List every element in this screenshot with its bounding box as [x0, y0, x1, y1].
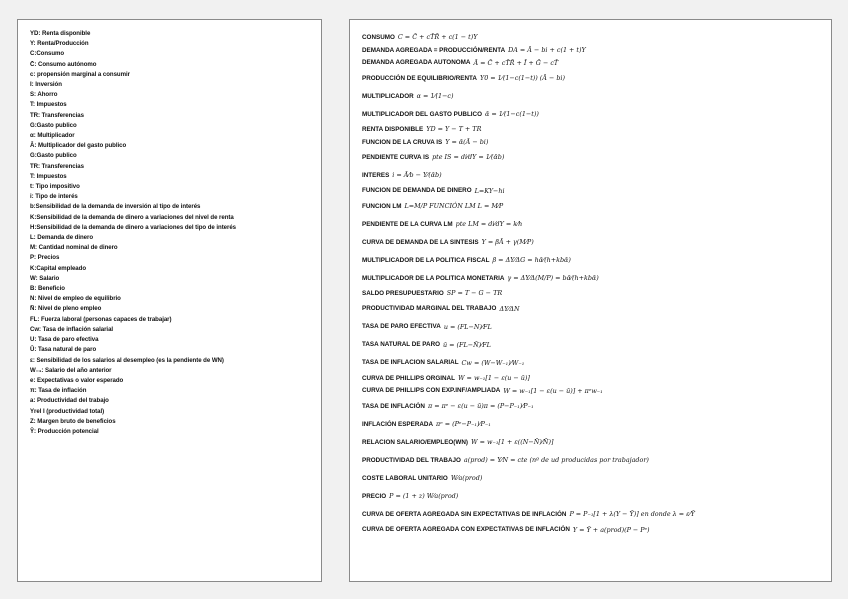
- formula-expression: W = w₋₁[1 − ε(u − ū)]: [457, 374, 530, 383]
- formula-label: FUNCION DE DEMANDA DE DINERO: [362, 187, 472, 195]
- formula-expression: L=M/P FUNCIÓN LM L = M⁄P: [404, 202, 504, 211]
- formula-expression: pte IS = di⁄dY = 1⁄(ᾱb): [432, 153, 505, 162]
- glossary-line: M: Cantidad nominal de dinero: [30, 244, 118, 252]
- formula-label: FUNCION LM: [362, 202, 402, 210]
- formula-label: TASA DE INFLACIÓN: [362, 402, 425, 410]
- formula-expression: u = (FL−N)⁄FL: [443, 322, 492, 331]
- glossary-line: I: Inversión: [30, 81, 62, 89]
- formula-label: MULTIPLICADOR DE LA POLITICA FISCAL: [362, 256, 490, 264]
- glossary-line: K:Sensibilidad de la demanda de dinero a variaciones del nivel de renta: [30, 213, 234, 221]
- glossary-line: Y: Renta/Producción: [30, 40, 89, 48]
- formula-label: PRODUCCIÓN DE EQUILIBRIO/RENTA: [362, 74, 477, 82]
- formula-expression: ᾱ = 1⁄(1−c(1−t)): [485, 110, 539, 119]
- formula-line: [362, 233, 823, 251]
- glossary-line: C:Consumo: [30, 50, 65, 58]
- formula-expression: SP = T − G − TR: [446, 289, 503, 298]
- glossary-line: H:Sensibilidad de la demanda de dinero a variaciones del tipo de interés: [30, 223, 237, 231]
- formula-expression: W = w₋₁[1 − ε(u − ū)] + πᵉw₋₁: [503, 386, 603, 395]
- formula-label: PRODUCTIVIDAD DEL TRABAJO: [362, 456, 461, 464]
- formula-expression: γ = ΔY⁄Δ(M/P) = bᾱ⁄(h+kbᾱ): [507, 274, 599, 283]
- formula-expression: Ā = C̄ + cT̄R̄ + Ī + Ḡ − cT̄: [473, 58, 559, 67]
- glossary-line: G:Gasto publico: [30, 121, 77, 129]
- glossary-line: B: Beneficio: [30, 285, 65, 293]
- formula-expression: ū = (FL−N̄)⁄FL: [443, 340, 491, 349]
- formula-expression: π = πᵉ − ε(u − ū)π = (P−P₋₁)⁄P₋₁: [427, 402, 534, 411]
- glossary-line: b:Sensibilidad de la demanda de inversión al tipo de interés: [30, 203, 201, 211]
- formula-expression: P = P₋₁[1 + λ(Y − Ȳ)] en donde λ = ε⁄Ȳ: [569, 510, 695, 519]
- formula-label: MULTIPLICADOR DEL GASTO PUBLICO: [362, 110, 482, 118]
- formula-expression: W⁄a(prod): [450, 474, 483, 483]
- formula-line: [362, 105, 823, 123]
- formula-label: CURVA DE OFERTA AGREGADA CON EXPECTATIVAS DE INFLACIÓN: [362, 526, 570, 534]
- formula-label: CURVA DE PHILLIPS ORGINAL: [362, 374, 455, 382]
- formula-expression: Y = ᾱ(Ā − bi): [445, 138, 489, 147]
- formula-label: TASA DE INFLACION SALARIAL: [362, 359, 459, 367]
- formula-line: [362, 136, 823, 149]
- formula-expression: a(prod) = Y⁄N = cte (nº de ud producidas por trabajador): [463, 456, 649, 465]
- glossary-line: FL: Fuerza laboral (personas capaces de trabajar): [30, 315, 172, 323]
- formula-label: TASA DE PARO EFECTIVA: [362, 323, 441, 331]
- glossary-line: TR: Transferencias: [30, 111, 84, 119]
- formula-line: [362, 287, 823, 300]
- formula-line: [362, 69, 823, 87]
- formula-label: MULTIPLICADOR: [362, 92, 414, 100]
- formula-expression: C = C̄ + cT̄R̄ + c(1 − t)Y: [397, 33, 478, 42]
- glossary-line: TR: Transferencias: [30, 162, 84, 170]
- formula-line: [362, 44, 823, 57]
- formula-expression: W = w₋₁[1 + ε((N−N̄)⁄N̄)]: [471, 438, 554, 447]
- glossary-line: Z: Margen bruto de beneficios: [30, 417, 116, 425]
- glossary-line: e: Expectativas o valor esperado: [30, 376, 124, 384]
- formula-label: RELACION SALARIO/EMPLEO(WN): [362, 438, 468, 446]
- glossary-line: S: Ahorro: [30, 91, 58, 99]
- formula-line: [362, 318, 823, 336]
- formula-line: [362, 148, 823, 166]
- formula-label: TASA NATURAL DE PARO: [362, 341, 441, 349]
- glossary-line: G:Gasto publico: [30, 152, 77, 160]
- formula-line: [362, 87, 823, 105]
- formula-expression: pte LM = di⁄dY = k⁄h: [455, 220, 523, 229]
- glossary-line: Yrel I (productividad total): [30, 407, 105, 415]
- glossary-line: Ā: Multiplicador del gasto publico: [30, 142, 127, 150]
- glossary-page: [17, 19, 322, 582]
- formula-expression: Y = βĀ + γ(M⁄P): [481, 238, 534, 247]
- formula-label: INFLACIÓN ESPERADA: [362, 420, 434, 428]
- formula-line: [362, 197, 823, 215]
- formula-label: RENTA DISPONIBLE: [362, 125, 424, 133]
- glossary-line: T: Impuestos: [30, 101, 67, 109]
- formula-label: SALDO PRESUPUESTARIO: [362, 289, 444, 297]
- formula-label: CURVA DE DEMANDA DE LA SINTESIS: [362, 238, 479, 246]
- formula-label: CURVA DE OFERTA AGREGADA SIN EXPECTATIVAS DE INFLACIÓN: [362, 510, 567, 518]
- formula-line: [362, 505, 823, 523]
- glossary-line: Cw: Tasa de inflación salarial: [30, 325, 114, 333]
- glossary-line: N̄: Nivel de pleno empleo: [30, 305, 102, 313]
- formula-expression: Cw = (W−W₋₁)⁄W₋₁: [461, 358, 525, 367]
- glossary-line: P: Precios: [30, 254, 60, 262]
- formula-line: [362, 336, 823, 354]
- formula-label: PENDIENTE CURVA IS: [362, 153, 430, 161]
- formula-line: [362, 300, 823, 318]
- formula-line: [362, 385, 823, 398]
- formula-line: [362, 415, 823, 433]
- glossary-line: π: Tasa de inflación: [30, 387, 87, 395]
- formula-expression: Y0 = 1⁄(1−c(1−t)) (Ā − bi): [479, 74, 565, 83]
- glossary-line: U: Tasa de paro efectiva: [30, 336, 99, 344]
- formula-line: [362, 215, 823, 233]
- formula-line: [362, 184, 823, 197]
- formula-expression: L=KY−hi: [474, 186, 505, 195]
- formula-expression: YD = Y − T + TR: [426, 125, 482, 134]
- glossary-line: C̄: Consumo autónomo: [30, 60, 97, 68]
- formula-line: [362, 269, 823, 287]
- glossary-line: YD: Renta disponible: [30, 30, 91, 37]
- formula-label: DEMANDA AGREGADA AUTONOMA: [362, 59, 471, 67]
- formula-line: [362, 469, 823, 487]
- formula-expression: i = Ā⁄b − Y⁄(ᾱb): [392, 171, 442, 180]
- glossary-line: W₋₁: Salario del año anterior: [30, 366, 112, 374]
- glossary-line: ε: Sensibilidad de los salarios al desempleo (es la pendiente de WN): [30, 356, 224, 364]
- glossary-line: N: Nivel de empleo de equilibrio: [30, 295, 121, 303]
- glossary-line: t: Tipo impositivo: [30, 183, 80, 191]
- glossary-line: Ȳ: Producción potencial: [30, 427, 99, 435]
- formula-expression: Y = Ȳ + a(prod)(P − Pᵉ): [572, 525, 650, 534]
- formula-line: [362, 123, 823, 136]
- formula-expression: DA = Ā − bi + c(1 + t)Y: [508, 46, 586, 55]
- formula-label: DEMANDA AGREGADA = PRODUCCIÓN/RENTA: [362, 46, 506, 54]
- formula-line: [362, 451, 823, 469]
- formula-line: [362, 372, 823, 385]
- glossary-line: Ū: Tasa natural de paro: [30, 346, 97, 354]
- formulas-page: [349, 19, 832, 582]
- formula-line: [362, 166, 823, 184]
- glossary-line: a: Productividad del trabajo: [30, 397, 109, 405]
- glossary-line: T: Impuestos: [30, 172, 67, 180]
- glossary-line: α: Multiplicador: [30, 132, 75, 140]
- glossary-line: i: Tipo de interés: [30, 193, 78, 201]
- glossary-line: L: Demanda de dinero: [30, 234, 93, 242]
- formula-line: [362, 523, 823, 536]
- formula-label: FUNCION DE LA CRUVA IS: [362, 138, 443, 146]
- glossary-line: c: propensión marginal a consumir: [30, 70, 130, 78]
- formula-label: INTERES: [362, 171, 390, 179]
- formula-line: [362, 56, 823, 69]
- formula-expression: α = 1⁄(1−c): [416, 92, 454, 101]
- formula-expression: P = (1 + z) W⁄a(prod): [389, 492, 459, 501]
- formula-label: PENDIENTE DE LA CURVA LM: [362, 220, 453, 228]
- formula-line: [362, 31, 823, 44]
- formula-line: [362, 433, 823, 451]
- formula-expression: πᵉ = (Pᵉ−P₋₁)⁄P₋₁: [436, 420, 491, 429]
- formula-expression: β = ΔY⁄ΔG = hᾱ⁄(h+kbᾱ): [492, 256, 571, 265]
- formula-expression: ΔY⁄ΔN: [499, 304, 520, 313]
- formula-label: COSTE LABORAL UNITARIO: [362, 474, 448, 482]
- formula-line: [362, 397, 823, 415]
- formula-line: [362, 487, 823, 505]
- formula-label: PRODUCTIVIDAD MARGINAL DEL TRABAJO: [362, 305, 497, 313]
- formula-line: [362, 251, 823, 269]
- glossary-line: W: Salario: [30, 274, 60, 282]
- formula-label: CURVA DE PHILLIPS CON EXP.INF/AMPLIADA: [362, 387, 501, 395]
- formula-label: PRECIO: [362, 492, 387, 500]
- formula-label: MULTIPLICADOR DE LA POLITICA MONETARIA: [362, 274, 505, 282]
- glossary-line: K:Capital empleado: [30, 264, 86, 272]
- formula-label: CONSUMO: [362, 33, 395, 41]
- formula-line: [362, 354, 823, 372]
